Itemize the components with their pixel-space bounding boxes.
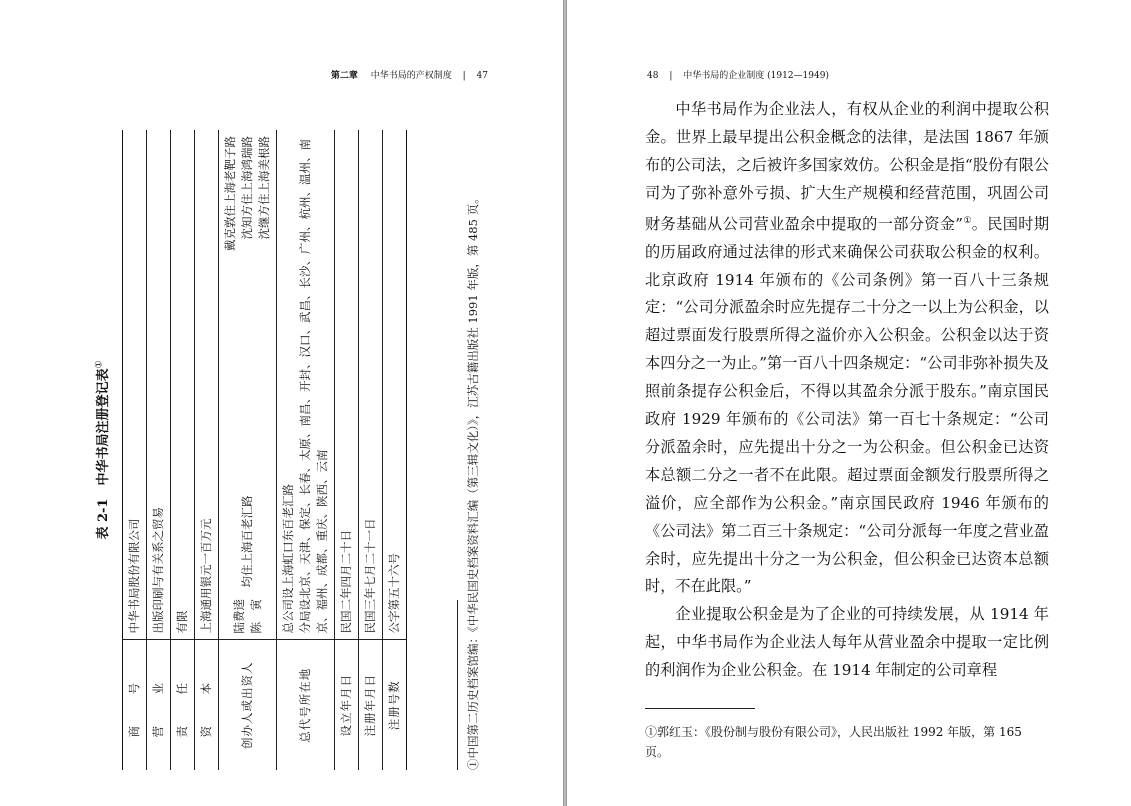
other-founders: 戴克敦住上海老靶子路 沈知方住上海鸿瑞路 沈继方住上海美根路 <box>223 136 271 251</box>
table-row <box>277 130 335 770</box>
row-value: 民国三年七月二十一日 <box>359 130 383 640</box>
chapter-title: 中华书局的产权制度 <box>370 71 452 81</box>
right-page-header <box>647 68 829 81</box>
table-title-note: ① <box>94 360 105 369</box>
row-key: 设立年月日 <box>335 640 359 770</box>
body-text <box>645 96 1049 685</box>
row-key: 注册号数 <box>383 640 407 770</box>
footnote-divider <box>645 708 755 709</box>
table-row <box>335 130 359 770</box>
table-row <box>195 130 219 770</box>
header-separator: | <box>669 71 673 81</box>
row-key: 总代号所在地 <box>277 640 335 770</box>
row-value: 中华书局股份有限公司 <box>123 130 147 640</box>
paragraph: 企业提取公积金是为了企业的可持续发展，从 1914 年起，中华书局作为企业法人每年从营业盈余中提取一定比例的利润作为企业公积金。在 1914 年制定的公司章程 <box>645 605 1049 680</box>
page-footnote: ①郭红玉：《股份制与股份有限公司》，人民出版社 1992 年版，第 165 页。 <box>645 725 1022 759</box>
book-years: (1912—1949) <box>767 71 829 81</box>
table-row <box>147 130 171 770</box>
header-separator: | <box>462 71 466 81</box>
table-footnote: ①中国第二历史档案馆编：《中华民国史档案资料汇编（第三辑文化）》，江苏古籍出版社 1991 年版，第 485 页。 <box>466 192 480 770</box>
registration-table <box>122 130 407 770</box>
right-page <box>566 0 1131 806</box>
row-value: 民国二年四月二十日 <box>335 130 359 640</box>
row-key: 商 号 <box>123 640 147 770</box>
page-number: 48 <box>647 71 659 81</box>
rotated-table-block <box>94 130 502 770</box>
row-key: 资 本 <box>195 640 219 770</box>
row-key: 创办人或出资人 <box>219 640 277 770</box>
footnote-ref: ① <box>963 215 972 226</box>
row-key: 责 任 <box>171 640 195 770</box>
row-value: 有限 <box>171 130 195 640</box>
table-row <box>383 130 407 770</box>
founders-cell <box>222 136 273 634</box>
footnote-divider <box>457 600 458 770</box>
book-title: 中华书局的企业制度 <box>683 71 765 81</box>
page-number: 47 <box>476 71 488 81</box>
chapter-label: 第二章 <box>330 71 358 81</box>
row-key: 营 业 <box>147 640 171 770</box>
row-value: 总公司设上海虹口东百老汇路 分局设北京、天津、保定、长春、太原、南昌、开封、汉口、武昌、长沙、广州、杭州、温州、南 京、福州、成都、重庆、陕西、云南 <box>277 130 335 640</box>
row-value: 公字第五十六号 <box>383 130 407 640</box>
row-value <box>219 130 277 640</box>
table-row <box>171 130 195 770</box>
row-value: 出版印刷与有关系之贸易 <box>147 130 171 640</box>
table-row <box>219 130 277 770</box>
founder-names: 陆费逵 陈 寅 <box>231 599 263 634</box>
table-title: 表 2-1 中华书局注册登记表① <box>94 360 111 540</box>
left-page-header <box>331 68 488 81</box>
left-page <box>0 0 564 806</box>
founders-shared-address: 均住上海百老汇路 <box>240 495 254 588</box>
paragraph: 中华书局作为企业法人，有权从企业的利润中提取公积金。世界上最早提出公积金概念的法律，是法国 1867 年颁布的公司法，之后被许多国家效仿。公积金是指“股份有限公司为了弥补意外亏损、扩大生产规模和经营范围，巩固公司财务基础从公司营业盈余中提取的一部分资金”①。民国时期的历届政府通过法律的形式来确保公司获取公积金的权利。北京政府 1914 年颁布的《公司条例》第一百八十三条规定：“公司分派盈余时应先提存二十分之一以上为公积金，以超过票面发行股票所得之溢价亦入公积金。公积金以达于资本四分之一为止。”第一百八十四条规定：“公司非弥补损失及照前条提存公积金后，不得以其盈余分派于股东。”南京国民政府 1929 年颁布的《公司法》第一百七十条规定：“公司分派盈余时，应先提出十分之一为公积金。但公积金已达资本总额二分之一者不在此限。超过票面金额发行股票所得之溢价，应全部作为公积金。”南京国民政府 1946 年颁布的《公司法》第二百三十条规定：“公司分派每一年度之营业盈余时，应先提出十分之一为公积金，但公积金已达资本总额时，不在此限。” <box>645 100 1050 596</box>
table-row <box>359 130 383 770</box>
row-value: 上海通用银元一百万元 <box>195 130 219 640</box>
table-row <box>123 130 147 770</box>
row-key: 注册年月日 <box>359 640 383 770</box>
